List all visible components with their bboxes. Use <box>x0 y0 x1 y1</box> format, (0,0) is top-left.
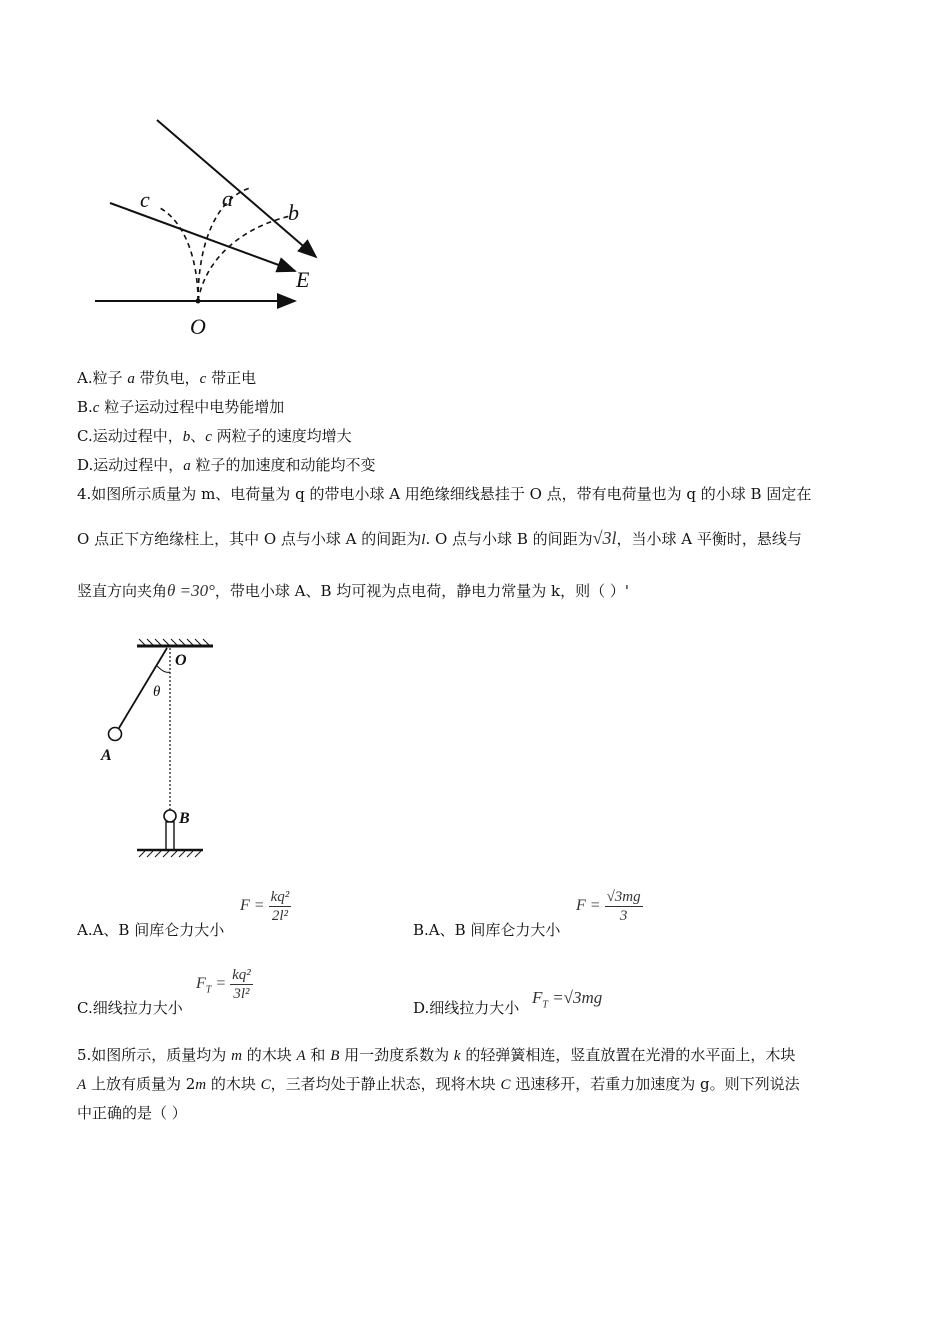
q4-stem-line2: O 点正下方绝缘柱上，其中 O 点与小球 A 的间距为l. O 点与小球 B 的间距为√3l，当小球 A 平衡时，悬线与 <box>77 528 802 548</box>
figure-electric-field-trajectories <box>90 110 340 345</box>
figure-pendulum <box>95 638 225 863</box>
label-a: A <box>101 747 112 764</box>
q5-stem-line2: A 上放有质量为 2m 的木块 C，三者均处于静止状态，现将木块 C 迅速移开，若重力加速度为 g。则下列说法 <box>77 1075 800 1093</box>
label-a: a <box>222 186 233 211</box>
q3-option-d: D.运动过程中，a 粒子的加速度和动能均不变 <box>77 456 376 474</box>
ball-b <box>164 810 176 822</box>
label-c: c <box>140 187 150 212</box>
field-line-upper <box>157 120 316 257</box>
ball-a <box>109 728 122 741</box>
ceiling-hatch <box>139 639 209 645</box>
q4-option-b: B.A、B 间库仑力大小 <box>413 921 561 939</box>
field-line-middle <box>110 203 295 271</box>
label-E: E <box>296 267 310 292</box>
insulating-post <box>166 822 174 850</box>
q3-option-a: A.粒子 a 带负电，c 带正电 <box>77 369 257 387</box>
label-theta: θ <box>153 684 161 700</box>
angle-arc <box>157 666 170 672</box>
q4-option-b-formula: F = $\frac{√3mg}{3}$ <box>576 889 641 924</box>
label-o: O <box>175 652 187 669</box>
label-b: b <box>288 200 299 225</box>
q3-option-c: C.运动过程中，b、c 两粒子的速度均增大 <box>77 427 352 445</box>
floor-hatch <box>139 851 201 857</box>
q4-option-c: C.细线拉力大小 <box>77 999 183 1017</box>
q4-stem-line3: 竖直方向夹角θ =30°，带电小球 A、B 均可视为点电荷，静电力常量为 k，则（ ）' <box>77 581 630 600</box>
q5-stem-line3: 中正确的是（ ） <box>77 1104 187 1122</box>
q4-option-c-formula: $F_T$ = $\frac{\text{kq²}}{\text{3l²}}$ <box>196 967 251 1002</box>
q4-stem-line1: 4.如图所示质量为 m、电荷量为 q 的带电小球 A 用绝缘细线悬挂于 O 点，带有电荷量也为 q 的小球 B 固定在 <box>77 485 812 503</box>
q5-stem-line1: 5.如图所示，质量均为 m 的木块 A 和 B 用一劲度系数为 k 的轻弹簧相连，竖直放置在光滑的水平面上，木块 <box>77 1046 796 1064</box>
q4-option-a-formula: F = $\frac{\text{kq²}}{\text{2l²}}$ <box>240 889 290 924</box>
q3-option-b: B.c 粒子运动过程中电势能增加 <box>77 398 285 416</box>
q4-option-a: A.A、B 间库仑力大小 <box>77 921 225 939</box>
trajectory-b <box>198 216 290 301</box>
q4-option-d-formula: $F_T =√3mg$ <box>532 988 603 1011</box>
origin-point <box>196 299 201 304</box>
label-O: O <box>190 314 206 339</box>
label-b: B <box>179 810 190 827</box>
trajectory-c <box>160 208 198 301</box>
q4-option-d: D.细线拉力大小 <box>413 999 520 1017</box>
